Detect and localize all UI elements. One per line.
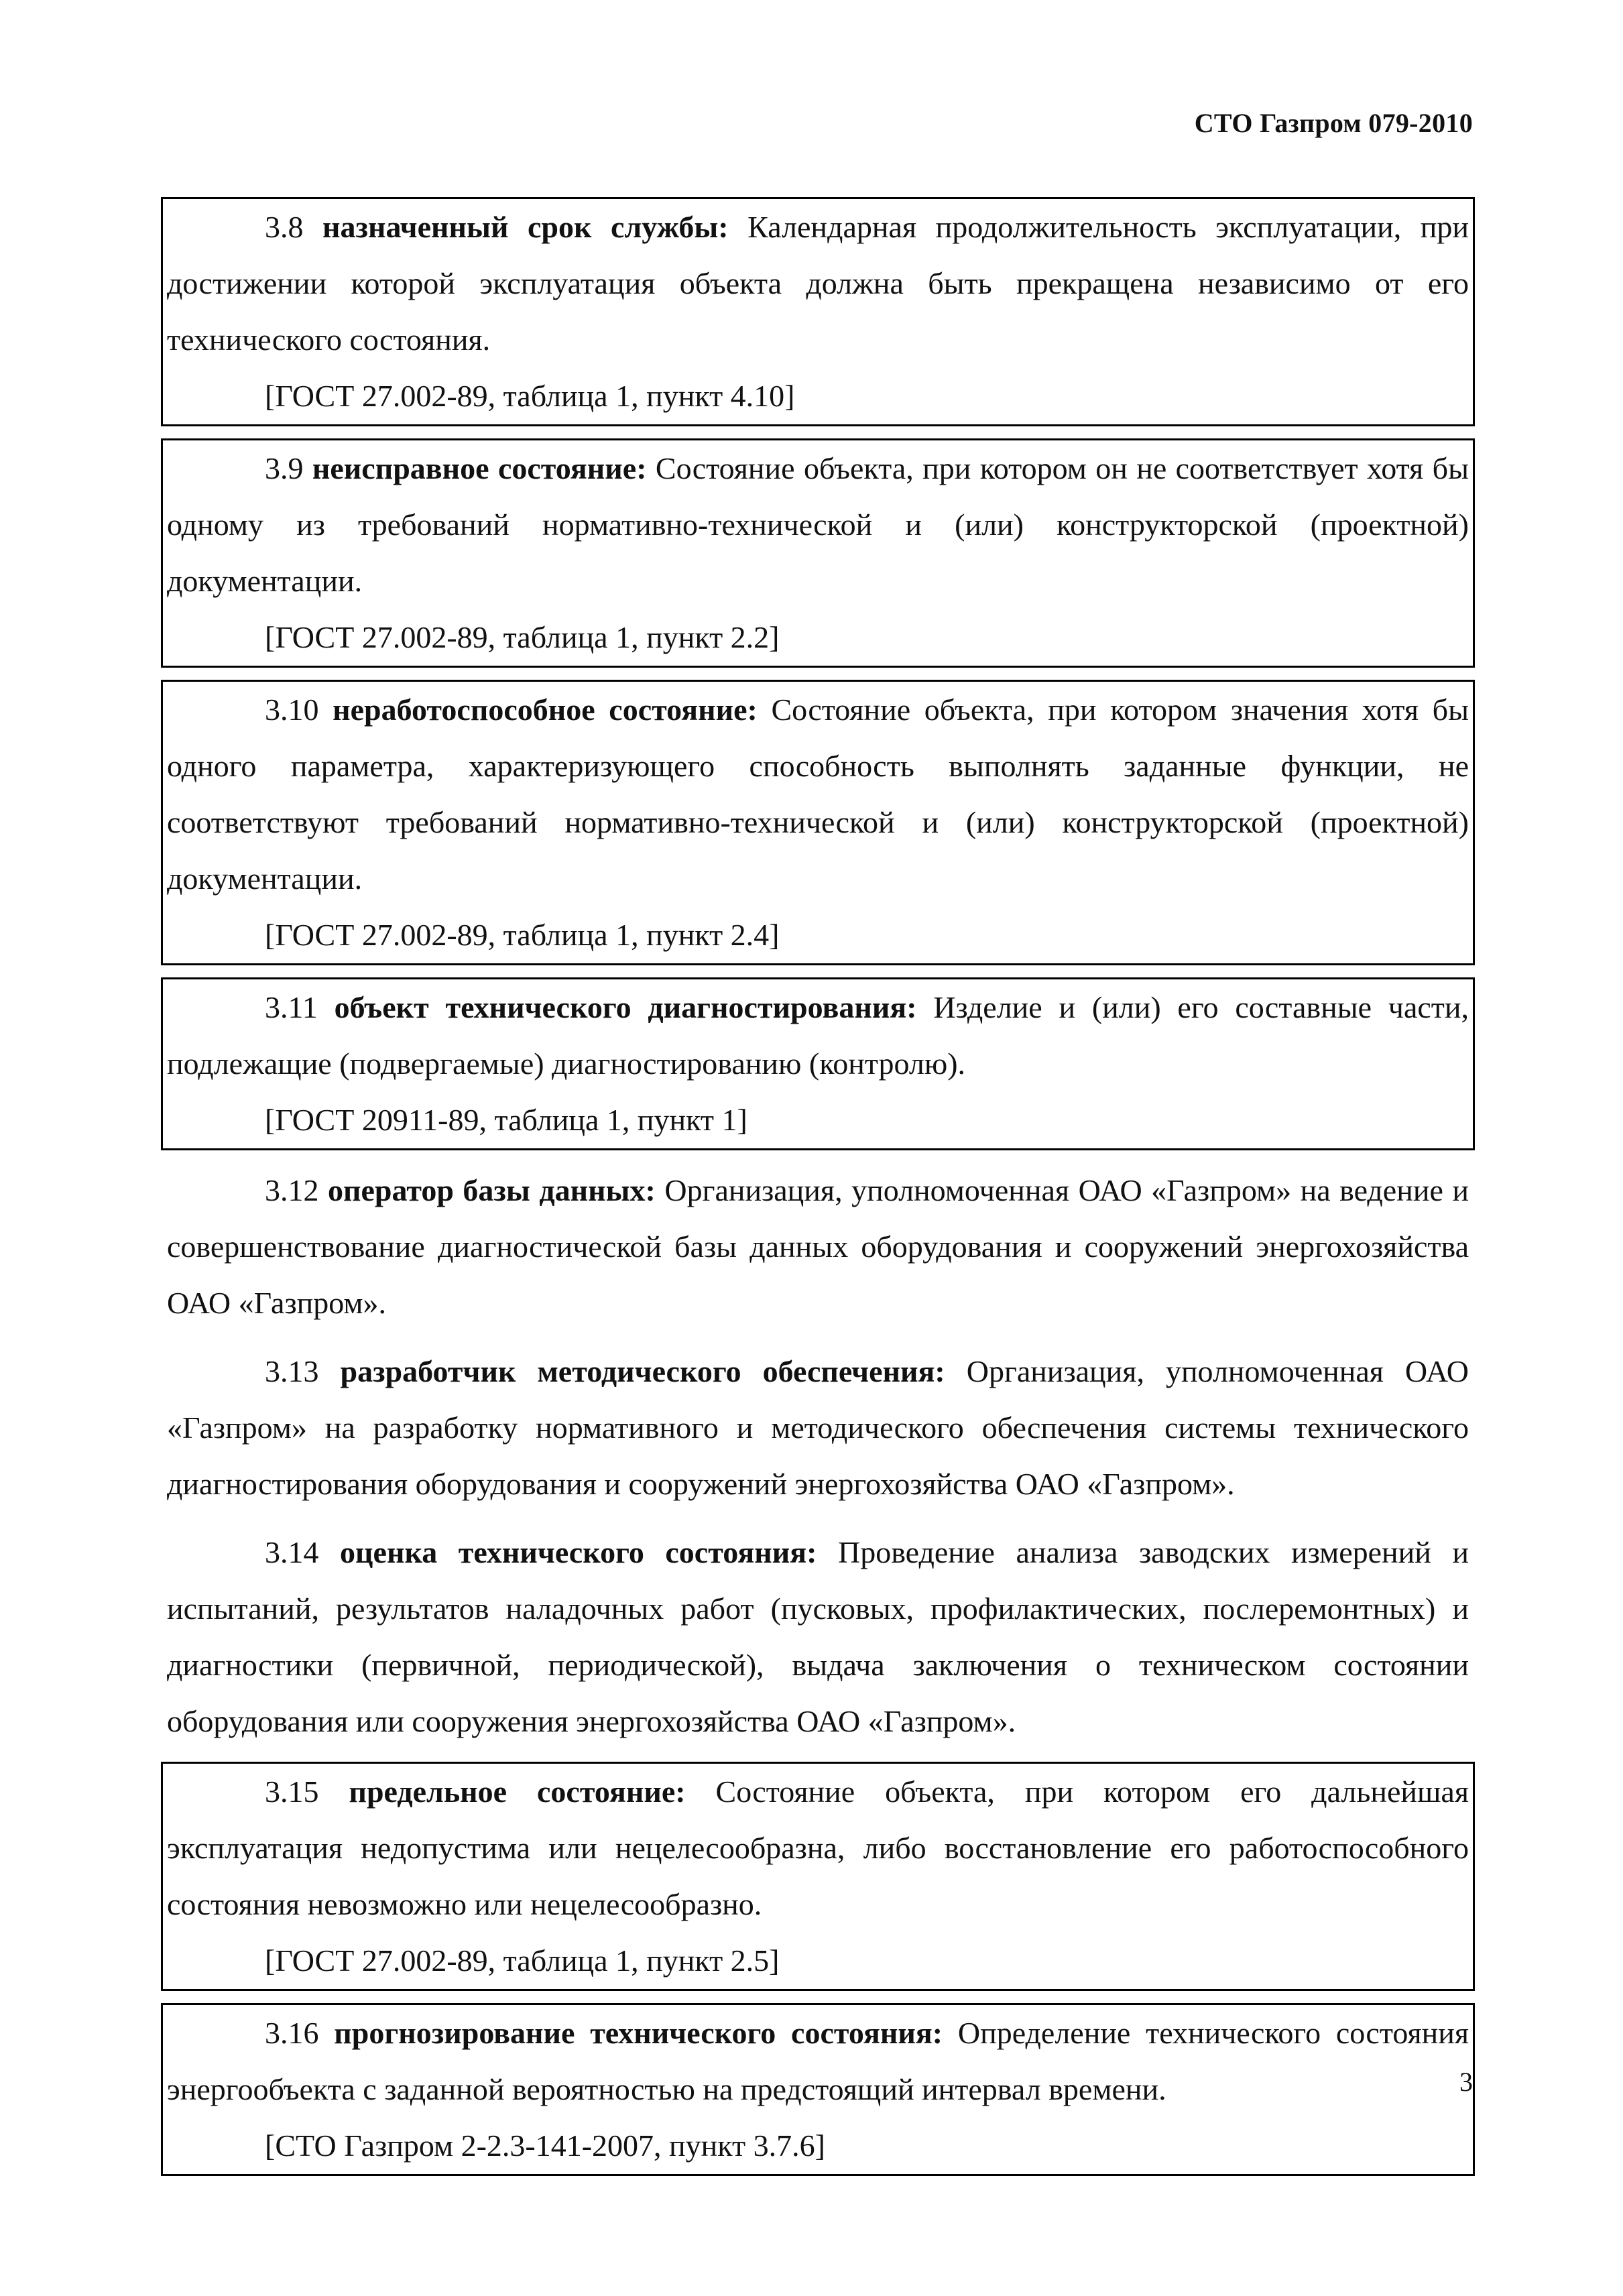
term-entry-3-14 [161, 1524, 1475, 1750]
term-paragraph [167, 682, 1469, 907]
term-number: 3.8 [265, 210, 304, 244]
term-paragraph [167, 1764, 1469, 1933]
term-name: предельное состояние: [349, 1774, 686, 1809]
term-definition: Проведение анализа заводских измерений и испытаний, результатов наладочных работ (пусковых, профилактических, послеремонтных) и диагностики (первичной, периодической), выдача заключения о техническом состоянии оборудования или сооружения энергохозяйства ОАО «Газпром». [167, 1535, 1469, 1738]
term-name: оценка технического состояния: [340, 1535, 817, 1569]
term-number: 3.13 [265, 1354, 319, 1388]
term-source: [ГОСТ 20911-89, таблица 1, пункт 1] [265, 1103, 747, 1137]
term-paragraph [167, 199, 1469, 368]
term-entry-3-16 [161, 2003, 1475, 2176]
term-paragraph [167, 1524, 1469, 1750]
term-definition: Состояние объекта, при котором его дальнейшая эксплуатация недопустима или нецелесообразна, либо восстановление его работоспособного состояния невозможно или нецелесообразно. [167, 1774, 1469, 1921]
term-entry-3-13 [161, 1343, 1475, 1512]
term-paragraph [167, 440, 1469, 609]
term-paragraph [167, 979, 1469, 1092]
term-name: неработоспособное состояние: [333, 692, 758, 727]
term-number: 3.14 [265, 1535, 319, 1569]
term-source: [ГОСТ 27.002-89, таблица 1, пункт 2.5] [265, 1943, 780, 1978]
term-definition: Изделие и (или) его составные части, подлежащие (подвергаемые) диагностированию (контролю). [167, 990, 1469, 1081]
term-name: неисправное состояние: [312, 451, 647, 485]
terms-section [161, 197, 1475, 2188]
term-source: [ГОСТ 27.002-89, таблица 1, пункт 2.4] [265, 918, 780, 952]
term-name: разработчик методического обеспечения: [340, 1354, 945, 1388]
term-entry-3-11 [161, 977, 1475, 1150]
term-entry-3-9 [161, 438, 1475, 668]
term-number: 3.16 [265, 2016, 319, 2050]
term-entry-3-15 [161, 1762, 1475, 1991]
term-source: [ГОСТ 27.002-89, таблица 1, пункт 4.10] [265, 379, 795, 413]
term-entry-3-10 [161, 680, 1475, 965]
term-definition: Календарная продолжительность эксплуатации, при достижении которой эксплуатация объекта должна быть прекращена независимо от его технического состояния. [167, 210, 1469, 357]
term-definition: Организация, уполномоченная ОАО «Газпром» на разработку нормативного и методического обеспечения системы технического диагностирования оборудования и сооружений энергохозяйства ОАО «Газпром». [167, 1354, 1469, 1501]
term-number: 3.10 [265, 692, 319, 727]
term-name: оператор базы данных: [328, 1173, 656, 1207]
term-definition: Состояние объекта, при котором значения хотя бы одного параметра, характеризующего способность выполнять заданные функции, не соответствуют требований нормативно-технической и (или) конструкторской (проектной) документации. [167, 692, 1469, 896]
term-number: 3.12 [265, 1173, 319, 1207]
term-name: назначенный срок службы: [322, 210, 729, 244]
term-name: прогнозирование технического состояния: [334, 2016, 943, 2050]
term-definition: Организация, уполномоченная ОАО «Газпром» на ведение и совершенствование диагностической базы данных оборудования и сооружений энергохозяйства ОАО «Газпром». [167, 1173, 1469, 1320]
term-name: объект технического диагностирования: [334, 990, 917, 1024]
term-paragraph [167, 1162, 1469, 1331]
term-entry-3-12 [161, 1162, 1475, 1331]
term-number: 3.15 [265, 1774, 319, 1809]
term-definition: Определение технического состояния энергообъекта с заданной вероятностью на предстоящий интервал времени. [167, 2016, 1469, 2106]
term-number: 3.9 [265, 451, 304, 485]
term-source: [ГОСТ 27.002-89, таблица 1, пункт 2.2] [265, 620, 780, 654]
term-source: [СТО Газпром 2-2.3-141-2007, пункт 3.7.6] [265, 2128, 825, 2163]
term-number: 3.11 [265, 990, 318, 1024]
page-number: 3 [1459, 2067, 1473, 2097]
document-header: СТО Газпром 079-2010 [1194, 108, 1473, 138]
term-paragraph [167, 1343, 1469, 1512]
term-paragraph [167, 2005, 1469, 2118]
term-definition: Состояние объекта, при котором он не соответствует хотя бы одному из требований нормативно-технической и (или) конструкторской (проектной) документации. [167, 451, 1469, 598]
term-entry-3-8 [161, 197, 1475, 426]
